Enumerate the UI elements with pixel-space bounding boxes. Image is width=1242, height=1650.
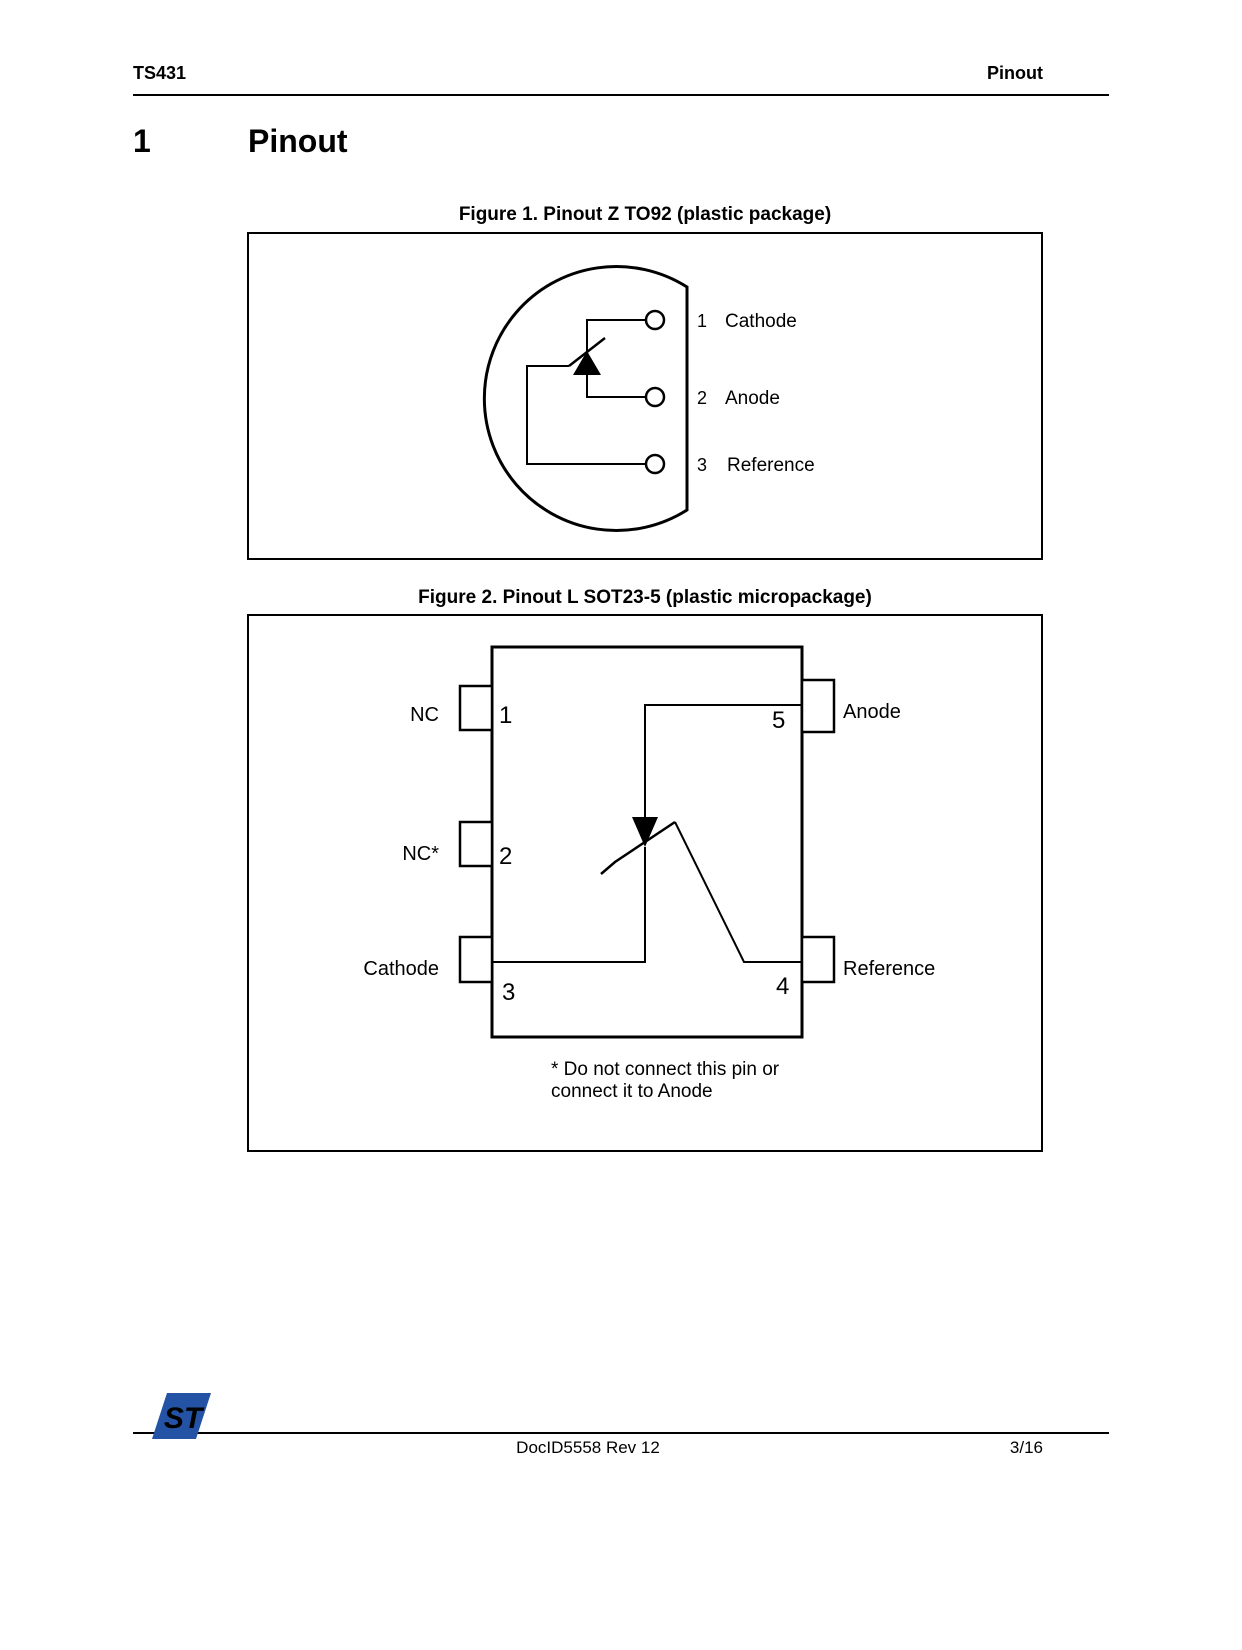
pin5-stub: [802, 680, 834, 732]
figure2-box: [247, 614, 1043, 1152]
pin4-number: 4: [776, 973, 790, 1000]
anode-wire: [587, 375, 646, 397]
pin3-number: 3: [502, 979, 516, 1006]
footnote-line1: * Do not connect this pin or: [551, 1059, 780, 1080]
pin2-label: NC*: [402, 843, 439, 865]
reference-wire: [675, 822, 802, 962]
section-number: 1: [133, 123, 151, 159]
pin1-terminal: [646, 311, 664, 329]
cathode-wire: [492, 847, 645, 962]
header-chapter: Pinout: [987, 63, 1043, 83]
header-rule: [133, 94, 1109, 96]
footer-doc-id: DocID5558 Rev 12: [516, 1438, 660, 1457]
pin2-number: 2: [697, 388, 708, 408]
figure2-caption: Figure 2. Pinout L SOT23-5 (plastic micropackage): [418, 587, 872, 608]
pin3-label: Cathode: [363, 958, 439, 980]
cathode-wire: [587, 320, 646, 352]
pin2-label: Anode: [725, 388, 780, 409]
pin1-number: 1: [499, 702, 513, 729]
section-title: Pinout: [248, 123, 348, 159]
st-logo: [152, 1392, 212, 1441]
pin2-terminal: [646, 388, 664, 406]
pin1-stub: [460, 686, 492, 730]
pin5-number: 5: [772, 707, 786, 734]
header-doc-title: TS431: [133, 63, 187, 83]
footer-rule: [133, 1432, 1109, 1434]
pin3-label: Reference: [727, 455, 815, 476]
sot23-5-pinout-drawing: [249, 616, 1041, 1150]
pin3-number: 3: [697, 455, 708, 475]
diode-triangle: [573, 351, 601, 375]
pin1-label: Cathode: [725, 311, 797, 332]
pin1-number: 1: [697, 311, 708, 331]
pin5-label: Anode: [843, 701, 901, 723]
footnote-line2: connect it to Anode: [551, 1081, 713, 1102]
figure1-box: [247, 232, 1043, 560]
footer-page-number: 3/16: [1009, 1438, 1043, 1457]
st-logo-text: ST: [163, 1402, 203, 1435]
pin2-stub: [460, 822, 492, 866]
pin4-stub: [802, 937, 834, 982]
pin4-label: Reference: [843, 958, 936, 980]
pin3-stub: [460, 937, 492, 982]
to92-pinout-drawing: [249, 234, 1041, 558]
pin2-number: 2: [499, 843, 513, 870]
figure1-caption: Figure 1. Pinout Z TO92 (plastic package): [458, 204, 832, 225]
pin1-label: NC: [410, 704, 439, 726]
pin3-terminal: [646, 455, 664, 473]
